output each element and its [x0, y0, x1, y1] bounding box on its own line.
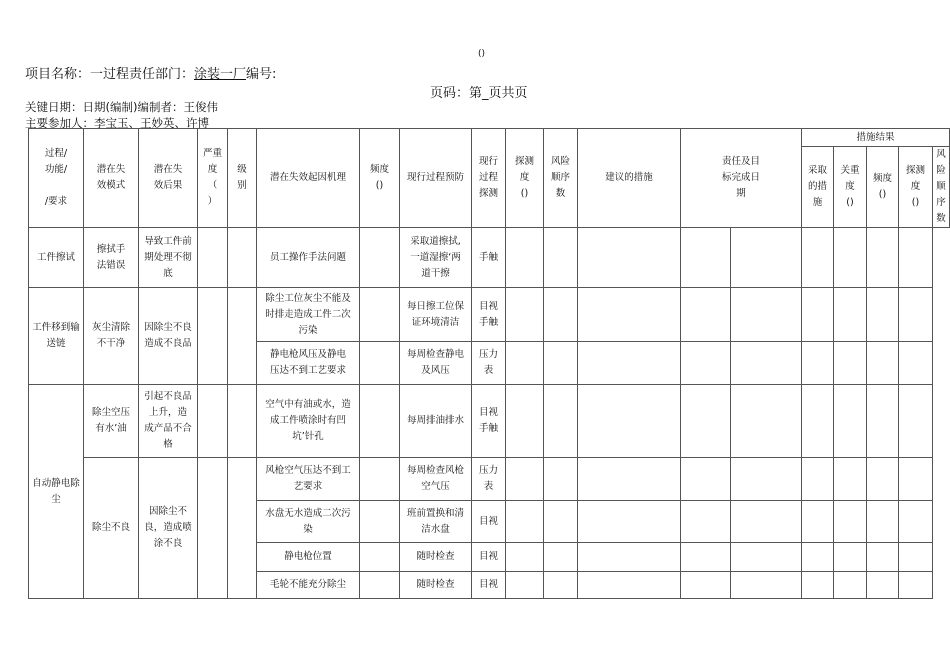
cell-cause: 静电枪风压及静电 压达不到工艺要求 [257, 342, 360, 385]
cell-detection: 压力 表 [472, 342, 506, 385]
cell-cause: 水盘无水造成二次污 染 [257, 501, 360, 543]
cell-effect: 引起不良品 上升，造 成产品不合 格 [139, 385, 198, 458]
cell-detection: 目视 手触 [472, 385, 506, 458]
project-line [25, 63, 276, 82]
cell-mode: 灰尘清除 不干净 [84, 288, 139, 385]
cell-process: 自动静电除 尘 [29, 385, 84, 599]
cell-detection: 目视 [472, 543, 506, 572]
cell-prevention: 每周检查风枪 空气压 [400, 458, 472, 501]
cell-cause: 空气中有油或水，造 成工件喷涂时有凹 坑’针孔 [257, 385, 360, 458]
cell-detection: 目视 [472, 572, 506, 599]
col-new-severity: 关重 度 () [834, 147, 867, 228]
cell-detection: 手触 [472, 228, 506, 288]
key-date: 关键日期：日期(编制)编制者：王俊伟 [25, 100, 218, 114]
col-severity: 严重 度 （ ） [198, 129, 228, 228]
col-rpn: 风险 顺序 数 [544, 129, 578, 228]
top-mark: () [478, 49, 486, 59]
cell-cause: 风枪空气压达不到工 艺要求 [257, 458, 360, 501]
col-occurrence: 频度 () [360, 129, 400, 228]
cell-prevention: 班前置换和清 洁水盘 [400, 501, 472, 543]
cell-cause: 员工操作手法问题 [257, 228, 360, 288]
col-results: 措施结果 [802, 129, 950, 147]
col-failure-effect: 潜在失 效后果 [139, 129, 198, 228]
cell-cause: 毛轮不能充分除尘 [257, 572, 360, 599]
cell-cause: 除尘工位灰尘不能及 时排走造成工件二次 污染 [257, 288, 360, 342]
number-label: 编号: [246, 67, 277, 82]
cell-prevention: 采取道擦拭, 一道湿擦‘两 道干擦 [400, 228, 472, 288]
cell-process: 工件移到输 送链 [29, 288, 84, 385]
table-row [29, 288, 950, 342]
col-recommended: 建议的措施 [578, 129, 681, 228]
header-row-1 [29, 129, 950, 147]
department: 涂装一厂 [194, 67, 247, 82]
cell-prevention: 每日擦工位保 证环境清洁 [400, 288, 472, 342]
cell-detection: 压力 表 [472, 458, 506, 501]
cell-process: 工件擦试 [29, 228, 84, 288]
cell-effect: 因除尘不 良，造成喷 涂不良 [139, 458, 198, 599]
cell-effect: 导致工件前 期处理不彻 底 [139, 228, 198, 288]
table-row [29, 228, 950, 288]
col-new-detection: 探测 度 () [899, 147, 933, 228]
col-failure-mode: 潜在失 效模式 [84, 129, 139, 228]
participants: 主要参加人：李宝玉、王妙英、许博 [25, 116, 209, 130]
cell-detection: 目视 手触 [472, 288, 506, 342]
col-detection: 探测 度 () [506, 129, 544, 228]
cell-mode: 除尘空压 有水’油 [84, 385, 139, 458]
col-prevention: 现行过程预防 [400, 129, 472, 228]
cell-prevention: 随时检查 [400, 543, 472, 572]
col-process: 过程/ 功能/ /要求 [29, 129, 84, 228]
col-new-rpn: 风险 顺序 数 [933, 147, 950, 228]
cell-prevention: 每周排油排水 [400, 385, 472, 458]
col-responsibility: 责任及目 标完成日 期 [681, 129, 802, 228]
project-label: 项目名称：一过程责任部门： [25, 67, 195, 82]
page-code: 页码：第_页共页 [430, 86, 528, 101]
cell-prevention: 随时检查 [400, 572, 472, 599]
col-action-taken: 采取的措施 [802, 147, 834, 228]
cell-mode: 擦拭手 法错误 [84, 228, 139, 288]
cell-effect: 因除尘不良 造成不良品 [139, 288, 198, 385]
cell-detection: 目视 [472, 501, 506, 543]
table-row [29, 458, 950, 501]
fmea-table [28, 128, 950, 599]
col-class: 级 别 [228, 129, 257, 228]
cell-cause: 静电枪位置 [257, 543, 360, 572]
cell-prevention: 每周检查静电 及风压 [400, 342, 472, 385]
cell-mode: 除尘不良 [84, 458, 139, 599]
col-cause: 潜在失效起因机理 [257, 129, 360, 228]
col-detection-control: 现行 过程 探测 [472, 129, 506, 228]
col-new-occurrence: 频度 () [867, 147, 899, 228]
table-row [29, 385, 950, 458]
